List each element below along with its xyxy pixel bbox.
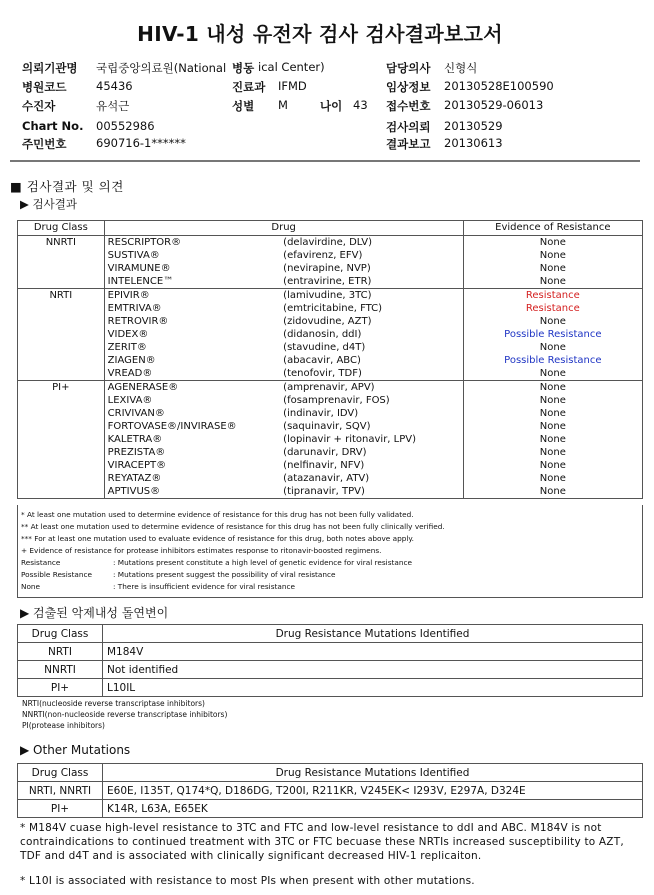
drug-generic-cell: (saquinavir, SQV) <box>283 420 371 432</box>
drug-class-cell <box>18 446 105 459</box>
drug-brand-cell: ZERIT® <box>107 341 147 353</box>
evidence-cell: None <box>463 433 642 446</box>
table-row <box>18 446 643 459</box>
header-drug-class: Drug Class <box>18 764 103 782</box>
mutation-table <box>17 624 643 697</box>
legend-term: None <box>21 582 41 591</box>
doctor-value: 신형식 <box>444 61 478 75</box>
subsection-detected-mutations: ▶ 검출된 악제내성 돌연변이 <box>20 606 169 620</box>
ward-label: 병동 <box>232 61 255 75</box>
resident-no-value: 690716-1****** <box>96 136 186 150</box>
section-results-heading: ■ 검사결과 및 의견 <box>10 179 124 194</box>
evidence-cell: Resistance <box>463 302 642 315</box>
footnote: ** At least one mutation used to determine evidence of resistance for this drug has not been fully clinically verified. <box>21 522 445 531</box>
clinical-info-label: 임상정보 <box>386 80 431 94</box>
drug-class-cell <box>18 485 105 499</box>
reception-no-value: 20130529-06013 <box>444 98 544 112</box>
age-value: 43 <box>353 98 368 112</box>
drug-generic-cell: (delavirdine, DLV) <box>283 236 372 248</box>
table-row <box>18 289 643 303</box>
drug-class-cell <box>18 459 105 472</box>
table-row <box>18 328 643 341</box>
drug-brand-cell: VIRACEPT® <box>107 459 167 471</box>
drug-class-cell <box>18 341 105 354</box>
header-mutations: Drug Resistance Mutations Identified <box>103 764 643 782</box>
doctor-label: 담당의사 <box>386 61 431 75</box>
table-row <box>18 302 643 315</box>
drug-brand-cell: AGENERASE® <box>107 381 179 393</box>
drug-brand-cell: SUSTIVA® <box>107 249 160 261</box>
table-row <box>18 381 643 395</box>
abbreviation-line: NRTI(nucleoside reverse transcriptase inhibitors) <box>22 699 205 708</box>
drug-class-cell <box>18 302 105 315</box>
drug-class-cell <box>18 328 105 341</box>
drug-class-cell: PI+ <box>18 679 103 697</box>
evidence-cell: Resistance <box>463 289 642 303</box>
table-row <box>18 354 643 367</box>
drug-generic-cell: (atazanavir, ATV) <box>283 472 370 484</box>
table-row <box>18 249 643 262</box>
evidence-cell: None <box>463 275 642 289</box>
evidence-cell: None <box>463 446 642 459</box>
other-table-header <box>18 764 643 782</box>
drug-brand-cell: FORTOVASE®/INVIRASE® <box>107 420 237 432</box>
evidence-cell: Possible Resistance <box>463 328 642 341</box>
drug-class-cell <box>18 394 105 407</box>
legend-desc: : There is insufficient evidence for viral resistance <box>113 582 295 591</box>
drug-class-cell <box>18 433 105 446</box>
drug-class-cell: NRTI <box>18 643 103 661</box>
evidence-legend <box>21 557 412 593</box>
table-row <box>18 643 643 661</box>
table-row <box>18 433 643 446</box>
request-date-value: 20130529 <box>444 119 503 133</box>
clinical-info-value: 20130528E100590 <box>444 79 554 93</box>
drug-brand-cell: EMTRIVA® <box>107 302 162 314</box>
table-row <box>18 367 643 381</box>
evidence-cell: None <box>463 407 642 420</box>
drug-class-cell <box>18 262 105 275</box>
drug-brand-cell: RESCRIPTOR® <box>107 236 182 248</box>
mutations-cell: L10IL <box>103 679 643 697</box>
drug-generic-cell: (emtricitabine, FTC) <box>283 302 383 314</box>
drug-generic-cell: (darunavir, DRV) <box>283 446 367 458</box>
table-row <box>18 782 643 800</box>
other-mutation-table <box>17 763 643 818</box>
legend-term: Resistance <box>21 558 61 567</box>
evidence-cell: None <box>463 236 642 250</box>
footnote: *** For at least one mutation used to evaluate evidence of resistance for this drug, both notes above apply. <box>21 534 414 543</box>
drug-brand-cell: INTELENCE™ <box>104 275 281 289</box>
drug-brand-cell: VREAD® <box>104 367 281 381</box>
table-row <box>18 341 643 354</box>
legend-desc: : Mutations present constitute a high level of genetic evidence for viral resistance <box>113 558 412 567</box>
drug-brand-cell: LEXIVA® <box>107 394 153 406</box>
examinee-label: 수진자 <box>22 99 56 113</box>
header-drug-class: Drug Class <box>18 221 105 236</box>
report-title: HIV-1 내성 유전자 검사 검사결과보고서 <box>137 22 503 46</box>
drug-generic-cell: (entravirine, ETR) <box>281 275 463 289</box>
drug-class-cell <box>18 407 105 420</box>
drug-generic-cell: (stavudine, d4T) <box>283 341 366 353</box>
drug-brand-cell: VIDEX® <box>107 328 149 340</box>
drug-class-cell <box>18 420 105 433</box>
request-date-label: 검사의뢰 <box>386 120 431 134</box>
sex-label: 성별 <box>232 99 255 113</box>
drug-class-cell <box>18 275 105 289</box>
institution-value: 국립중앙의료원(National <box>96 61 227 75</box>
drug-generic-cell: (fosamprenavir, FOS) <box>283 394 390 406</box>
mutations-cell: E60E, I135T, Q174*Q, D186DG, T200I, R211KR, V245EK< I293V, E297A, D324E <box>103 782 643 800</box>
abbreviation-line: NNRTI(non-nucleoside reverse transcriptase inhibitors) <box>22 710 228 719</box>
drug-generic-cell: (abacavir, ABC) <box>283 354 361 366</box>
drug-class-cell: PI+ <box>18 800 103 818</box>
evidence-cell: Possible Resistance <box>463 354 642 367</box>
comment-m184v: * M184V cuase high-level resistance to 3TC and FTC and low-level resistance to ddI and ABC. M184V is not contraindications to continued treatment with 3TC or FTC becuase these NRTIs increased susceptibility to AZT, TDF and d4T and is associated with clinically significant decreased HIV-1 replicaiton. <box>20 822 624 862</box>
table-row <box>18 275 643 289</box>
evidence-cell: None <box>463 249 642 262</box>
report-date-value: 20130613 <box>444 136 503 150</box>
mutations-cell: K14R, L63A, E65EK <box>103 800 643 818</box>
report-date-label: 결과보고 <box>386 137 431 151</box>
table-row <box>18 236 643 250</box>
table-row <box>18 407 643 420</box>
table-row <box>18 420 643 433</box>
header-drug-class: Drug Class <box>18 625 103 643</box>
subsection-results: ▶ 검사결과 <box>20 197 77 211</box>
square-marker-icon: ■ <box>10 179 23 194</box>
legend-term: Possible Resistance <box>21 570 93 579</box>
drug-brand-cell: KALETRA® <box>107 433 163 445</box>
evidence-cell: None <box>463 485 642 499</box>
drug-generic-cell: (lamivudine, 3TC) <box>283 289 372 301</box>
evidence-cell: None <box>463 341 642 354</box>
footnote: * At least one mutation used to determine evidence of resistance for this drug has not been fully validated. <box>21 510 414 519</box>
mutations-cell: Not identified <box>103 661 643 679</box>
abbreviation-line: PI(protease inhibitors) <box>22 721 105 730</box>
clinic-label: 진료과 <box>232 80 266 94</box>
age-label: 나이 <box>320 99 343 113</box>
table-row <box>18 262 643 275</box>
drug-brand-cell: ZIAGEN® <box>107 354 156 366</box>
header-divider <box>10 160 640 162</box>
header-mutations: Drug Resistance Mutations Identified <box>103 625 643 643</box>
examinee-value: 유석근 <box>96 99 130 113</box>
table-row <box>18 800 643 818</box>
mutation-table-header <box>18 625 643 643</box>
drug-generic-cell: (efavirenz, EFV) <box>283 249 363 261</box>
drug-class-cell: NRTI, NNRTI <box>18 782 103 800</box>
evidence-cell: None <box>463 394 642 407</box>
ward-value: ical Center) <box>258 60 325 74</box>
drug-brand-cell: RETROVIR® <box>107 315 169 327</box>
resistance-table <box>17 220 643 499</box>
evidence-cell: None <box>463 315 642 328</box>
drug-class-cell: NNRTI <box>18 236 105 250</box>
drug-brand-cell: VIRAMUNE® <box>107 262 171 274</box>
hospital-code-value: 45436 <box>96 79 133 93</box>
drug-brand-cell: REYATAZ® <box>107 472 162 484</box>
drug-class-cell <box>18 315 105 328</box>
drug-brand-cell: PREZISTA® <box>107 446 166 458</box>
drug-class-cell: PI+ <box>18 381 105 395</box>
footnote: + Evidence of resistance for protease inhibitors estimates response to ritonavir-boosted regimens. <box>21 546 382 555</box>
evidence-cell: None <box>463 381 642 395</box>
drug-generic-cell: (zidovudine, AZT) <box>283 315 372 327</box>
header-evidence: Evidence of Resistance <box>463 221 642 236</box>
drug-generic-cell: (nevirapine, NVP) <box>283 262 371 274</box>
drug-class-cell <box>18 249 105 262</box>
evidence-cell: None <box>463 367 642 381</box>
clinic-value: IFMD <box>278 79 307 93</box>
table-row <box>18 394 643 407</box>
drug-class-cell <box>18 472 105 485</box>
institution-label: 의뢰기관명 <box>22 61 78 75</box>
drug-generic-cell: (didanosin, ddI) <box>283 328 362 340</box>
comment-l10i: * L10I is associated with resistance to most PIs when present with other mutations. <box>20 875 475 887</box>
legend-desc: : Mutations present suggest the possibility of viral resistance <box>113 570 336 579</box>
drug-generic-cell: (tenofovir, TDF) <box>281 367 463 381</box>
sex-value: M <box>278 98 288 112</box>
drug-generic-cell: (nelfinavir, NFV) <box>283 459 365 471</box>
chart-no-label: Chart No. <box>22 119 84 133</box>
drug-brand-cell: APTIVUS® <box>104 485 281 499</box>
drug-generic-cell: (amprenavir, APV) <box>283 381 375 393</box>
resident-no-label: 주민번호 <box>22 137 67 151</box>
drug-class-cell: NRTI <box>18 289 105 303</box>
table-row <box>18 485 643 499</box>
drug-generic-cell: (lopinavir + ritonavir, LPV) <box>283 433 417 445</box>
drug-class-cell: NNRTI <box>18 661 103 679</box>
evidence-cell: None <box>463 459 642 472</box>
table-row <box>18 472 643 485</box>
drug-generic-cell: (indinavir, IDV) <box>283 407 359 419</box>
drug-class-cell <box>18 354 105 367</box>
evidence-cell: None <box>463 420 642 433</box>
mutations-cell: M184V <box>103 643 643 661</box>
evidence-cell: None <box>463 472 642 485</box>
resistance-table-header <box>18 221 643 236</box>
drug-brand-cell: CRIVIVAN® <box>107 407 165 419</box>
table-row <box>18 315 643 328</box>
hospital-code-label: 병원코드 <box>22 80 67 94</box>
header-drug: Drug <box>104 221 463 236</box>
drug-generic-cell: (tipranavir, TPV) <box>281 485 463 499</box>
table-row <box>18 679 643 697</box>
subsection-other-mutations: ▶ Other Mutations <box>20 743 131 757</box>
abbreviations <box>22 698 227 731</box>
footnotes-box <box>17 505 643 598</box>
reception-no-label: 접수번호 <box>386 99 431 113</box>
evidence-cell: None <box>463 262 642 275</box>
drug-brand-cell: EPIVIR® <box>107 289 150 301</box>
chart-no-value: 00552986 <box>96 119 155 133</box>
drug-class-cell <box>18 367 105 381</box>
table-row <box>18 661 643 679</box>
table-row <box>18 459 643 472</box>
